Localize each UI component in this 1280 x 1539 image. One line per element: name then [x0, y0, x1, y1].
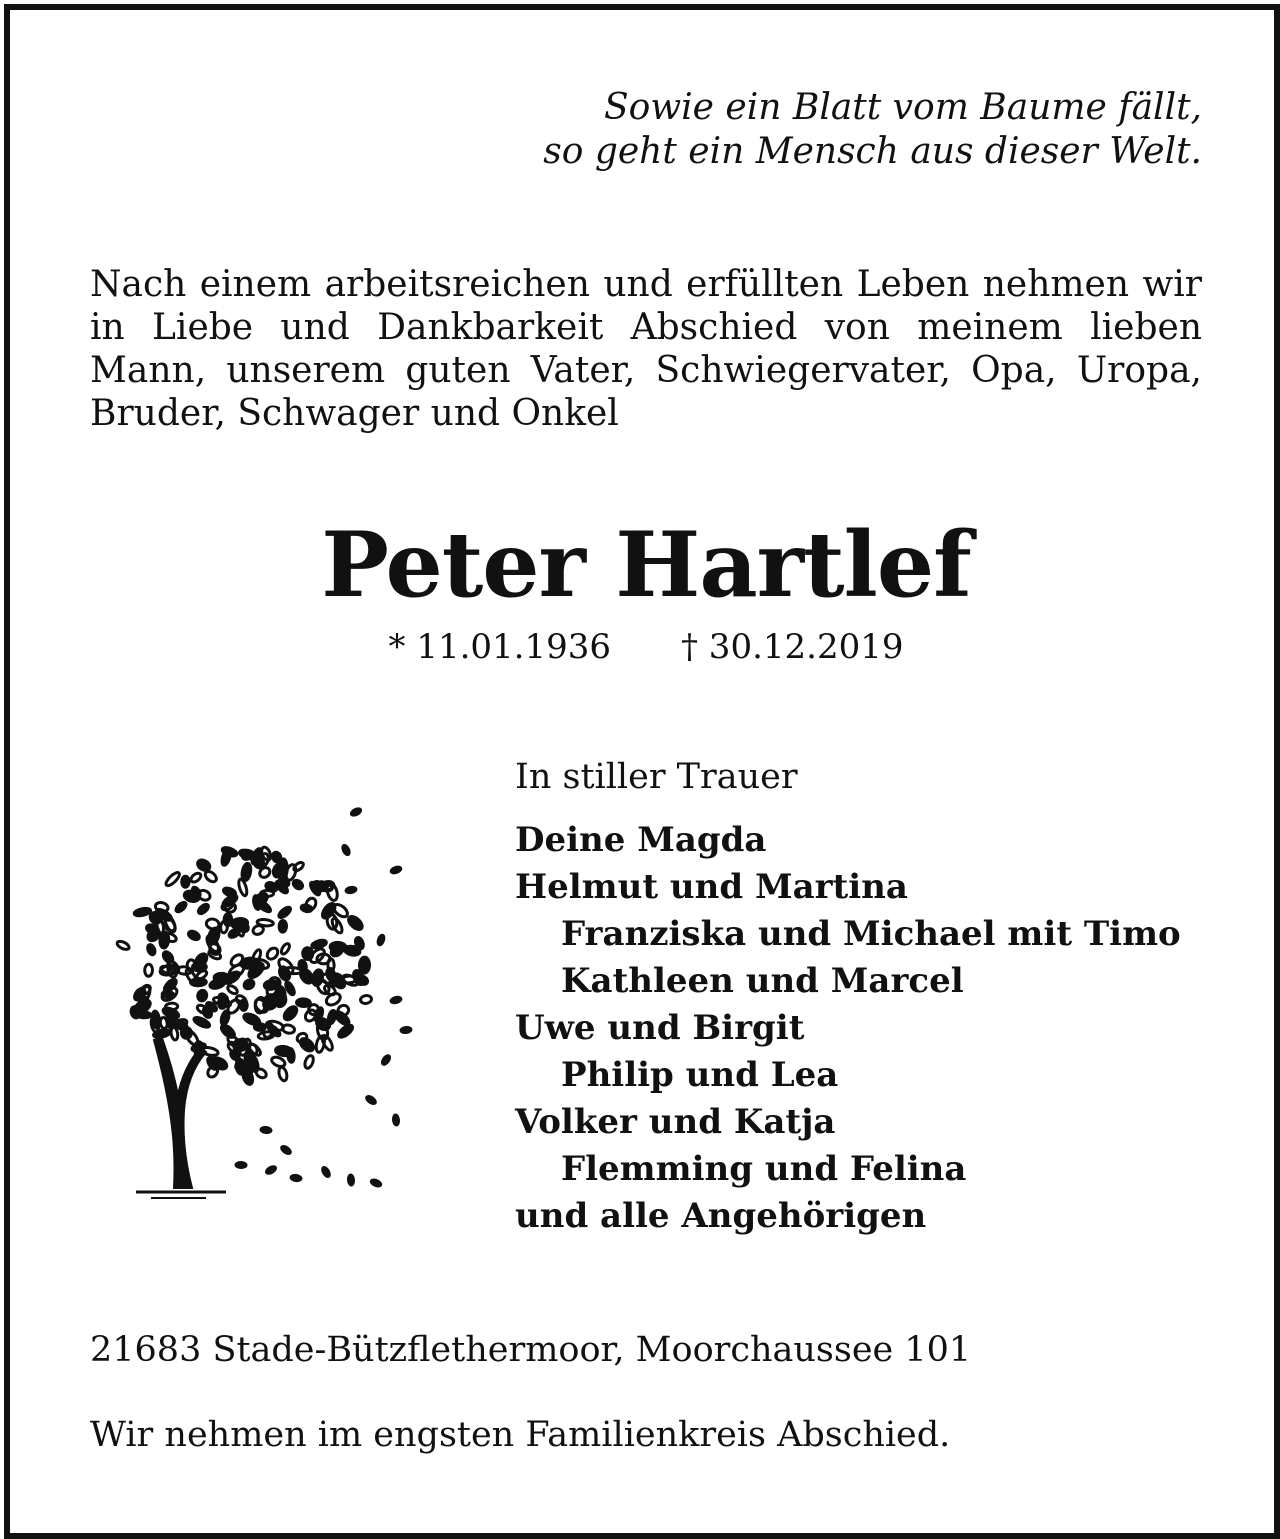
mourner-list [515, 817, 1215, 1240]
mourner-row: Deine Magda [515, 820, 767, 860]
obituary-notice [4, 4, 1280, 1539]
mourners-block [515, 755, 1215, 1240]
motto-verse [543, 86, 1202, 174]
mourner-row: Kathleen und Marcel [561, 961, 964, 1001]
mourner-row: Uwe und Birgit [515, 1008, 805, 1048]
life-dates [90, 625, 1202, 669]
tree-canopy [116, 846, 372, 1086]
closing-note: Wir nehmen im engsten Familienkreis Abschied. [90, 1415, 951, 1455]
tree-with-falling-leaves-icon [96, 800, 416, 1210]
deceased-name: Peter Hartlef [321, 512, 971, 618]
motto-line-2: so geht ein Mensch aus dieser Welt. [543, 131, 1202, 172]
death-date: † 30.12.2019 [681, 627, 904, 667]
mourner-row: Helmut und Martina [515, 867, 908, 907]
mourner-row: Volker und Katja [515, 1102, 836, 1142]
mourner-row: Flemming und Felina [561, 1149, 967, 1189]
birth-date: * 11.01.1936 [388, 627, 611, 667]
mourner-row: Franziska und Michael mit Timo [561, 914, 1181, 954]
mourner-row: und alle Angehörigen [515, 1196, 927, 1236]
motto-line-1: Sowie ein Blatt vom Baume fällt, [604, 87, 1202, 128]
mourner-row: Philip und Lea [561, 1055, 839, 1095]
intro-paragraph: Nach einem arbeitsreichen und erfüllten Leben nehmen wir in Liebe und Dankbarkeit Abschied von meinem lieben Mann, unserem guten Vater, Schwiegervater, Opa, Uropa, Bruder, Schwager und Onkel [90, 264, 1202, 434]
address-line: 21683 Stade-Bützflethermoor, Moorchaussee 101 [90, 1330, 972, 1370]
mourning-lead: In stiller Trauer [515, 757, 798, 797]
